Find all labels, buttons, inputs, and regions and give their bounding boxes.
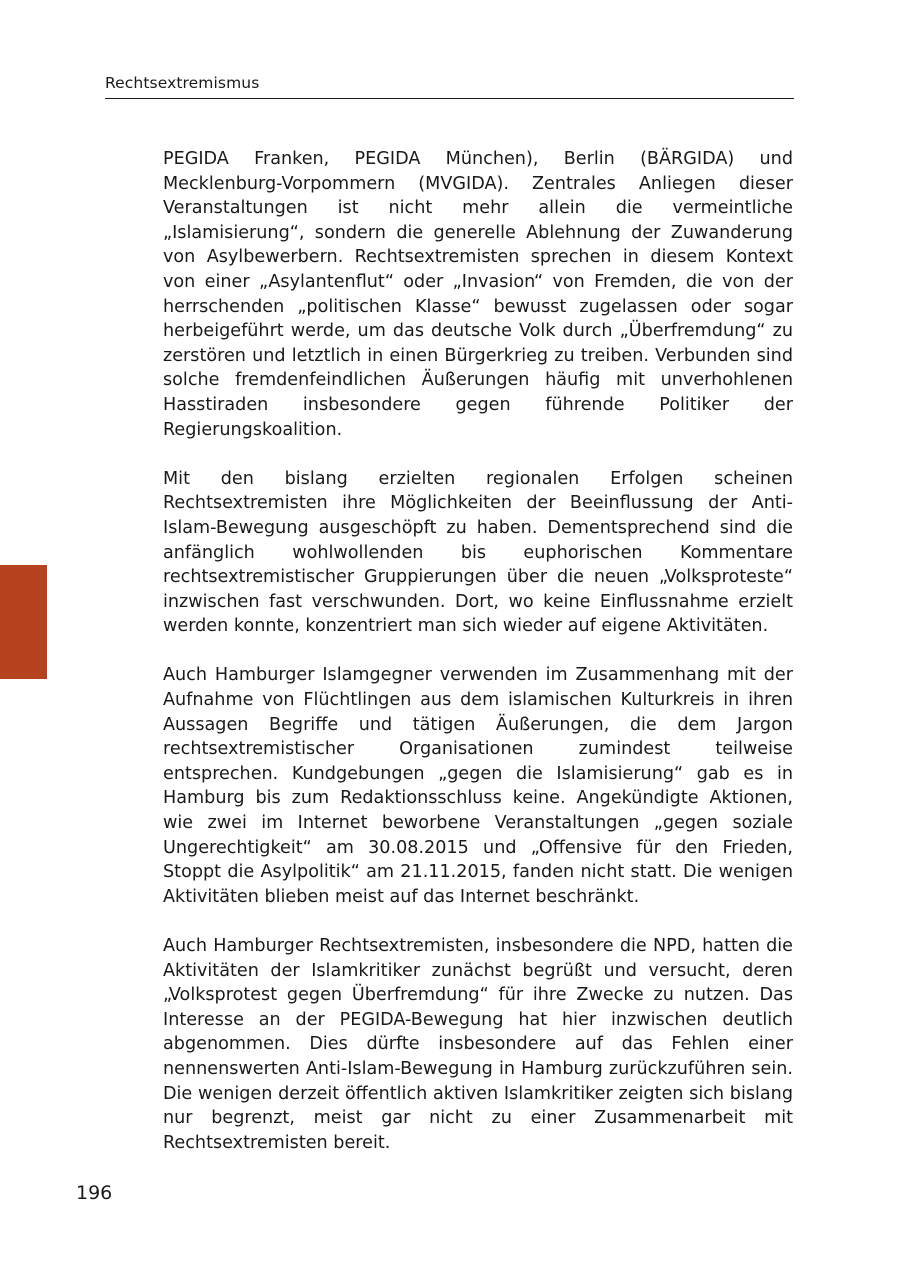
- paragraph-3: Auch Hamburger Islamgegner verwenden im Zusammenhang mit der Aufnahme von Flüchtlingen aus dem islamischen Kulturkreis in ihren Aussagen Begriffe und tätigen Äußerungen, die dem Jargon rechtsextremistischer Organisationen zumindest teilweise entsprechen. Kundgebungen „gegen die Islamisierung“ gab es in Hamburg bis zum Redaktionsschluss keine. Angekündigte Aktionen, wie zwei im Internet beworbene Veranstaltungen „gegen soziale Ungerechtigkeit“ am 30.08.2015 und „Offensive für den Frieden, Stoppt die Asylpolitik“ am 21.11.2015, fanden nicht statt. Die wenigen Aktivitäten blieben meist auf das Internet beschränkt.: [163, 665, 793, 907]
- paragraph-4: Auch Hamburger Rechtsextremisten, insbesondere die NPD, hatten die Aktivitäten der Islamkritiker zunächst begrüßt und versucht, deren „Volksprotest gegen Überfremdung“ für ihre Zwecke zu nutzen. Das Interesse an der PEGIDA-Bewegung hat hier inzwischen deutlich abgenommen. Dies dürfte insbesondere auf das Fehlen einer nennenswerten Anti-Islam-Bewegung in Hamburg zurückzuführen sein. Die wenigen derzeit öffentlich aktiven Islamkritiker zeigten sich bislang nur begrenzt, meist gar nicht zu einer Zusammenarbeit mit Rechtsextremisten bereit.: [163, 936, 793, 1153]
- paragraph-1: PEGIDA Franken, PEGIDA München), Berlin (BÄRGIDA) und Mecklenburg-Vorpommern (MVGIDA). Zentrales Anliegen dieser Veranstaltungen ist nicht mehr allein die vermeintliche „Islamisierung“, sondern die generelle Ablehnung der Zuwanderung von Asylbewerbern. Rechtsextremisten sprechen in diesem Kontext von einer „Asylantenflut“ oder „Invasion“ von Fremden, die von der herrschenden „politischen Klasse“ bewusst zugelassen oder sogar herbeigeführt werde, um das deutsche Volk durch „Überfremdung“ zu zerstören und letztlich in einen Bürgerkrieg zu treiben. Verbunden sind solche fremdenfeindlichen Äußerungen häufig mit unverhohlenen Hasstiraden insbesondere gegen führende Politiker der Regierungskoalition.: [163, 149, 793, 440]
- header-divider: [105, 98, 794, 99]
- page-number: 196: [76, 1182, 113, 1204]
- chapter-thumb-tab: [0, 565, 47, 679]
- running-head-title: Rechtsextremismus: [105, 74, 260, 92]
- body-text: [163, 147, 793, 1155]
- paragraph-2: Mit den bislang erzielten regionalen Erfolgen scheinen Rechtsextremisten ihre Möglichkeiten der Beeinflussung der Anti-Islam-Bewegung ausgeschöpft zu haben. Dementsprechend sind die anfänglich wohlwollenden bis euphorischen Kommentare rechtsextremistischer Gruppierungen über die neuen „Volksproteste“ inzwischen fast verschwunden. Dort, wo keine Einflussnahme erzielt werden konnte, konzentriert man sich wieder auf eigene Aktivitäten.: [163, 468, 793, 637]
